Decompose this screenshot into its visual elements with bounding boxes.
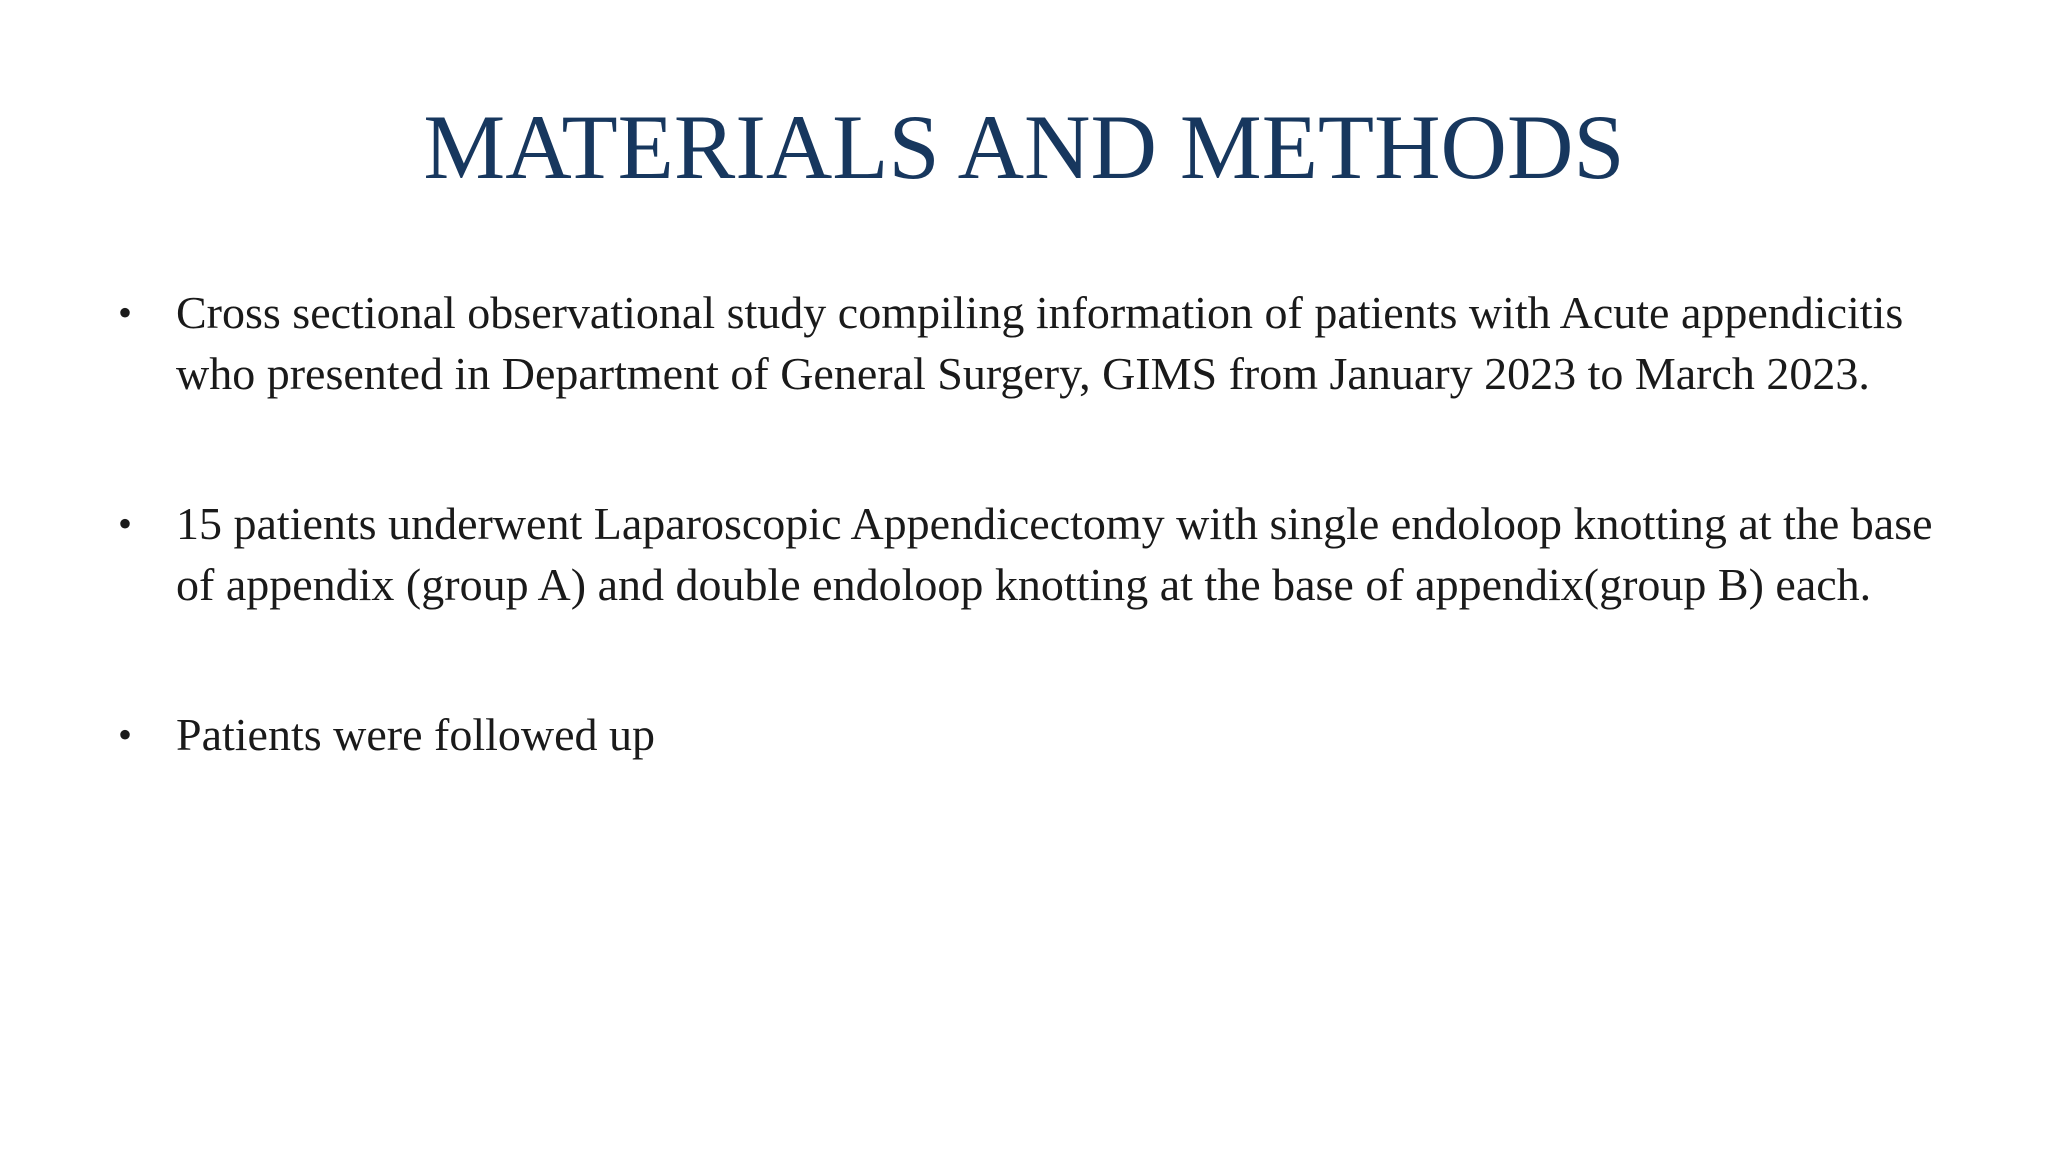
bullet-icon: •: [118, 501, 133, 546]
bullet-icon: •: [118, 290, 133, 335]
bullet-item: [118, 282, 1948, 404]
bullet-text: 15 patients underwent Laparoscopic Appendicectomy with single endoloop knotting at the base of appendix (group A) and double endoloop knotting at the base of appendix(group B) each.: [176, 498, 1933, 610]
bullet-item: [118, 704, 1948, 765]
bullet-icon: •: [118, 712, 133, 757]
bullet-item: [118, 493, 1948, 615]
bullet-text: Cross sectional observational study compiling information of patients with Acute appendicitis who presented in Department of General Surgery, GIMS from January 2023 to March 2023.: [176, 287, 1904, 399]
bullet-text: Patients were followed up: [176, 709, 656, 760]
bullet-list: [118, 282, 1948, 765]
slide-title: MATERIALS AND METHODS: [423, 96, 1625, 198]
